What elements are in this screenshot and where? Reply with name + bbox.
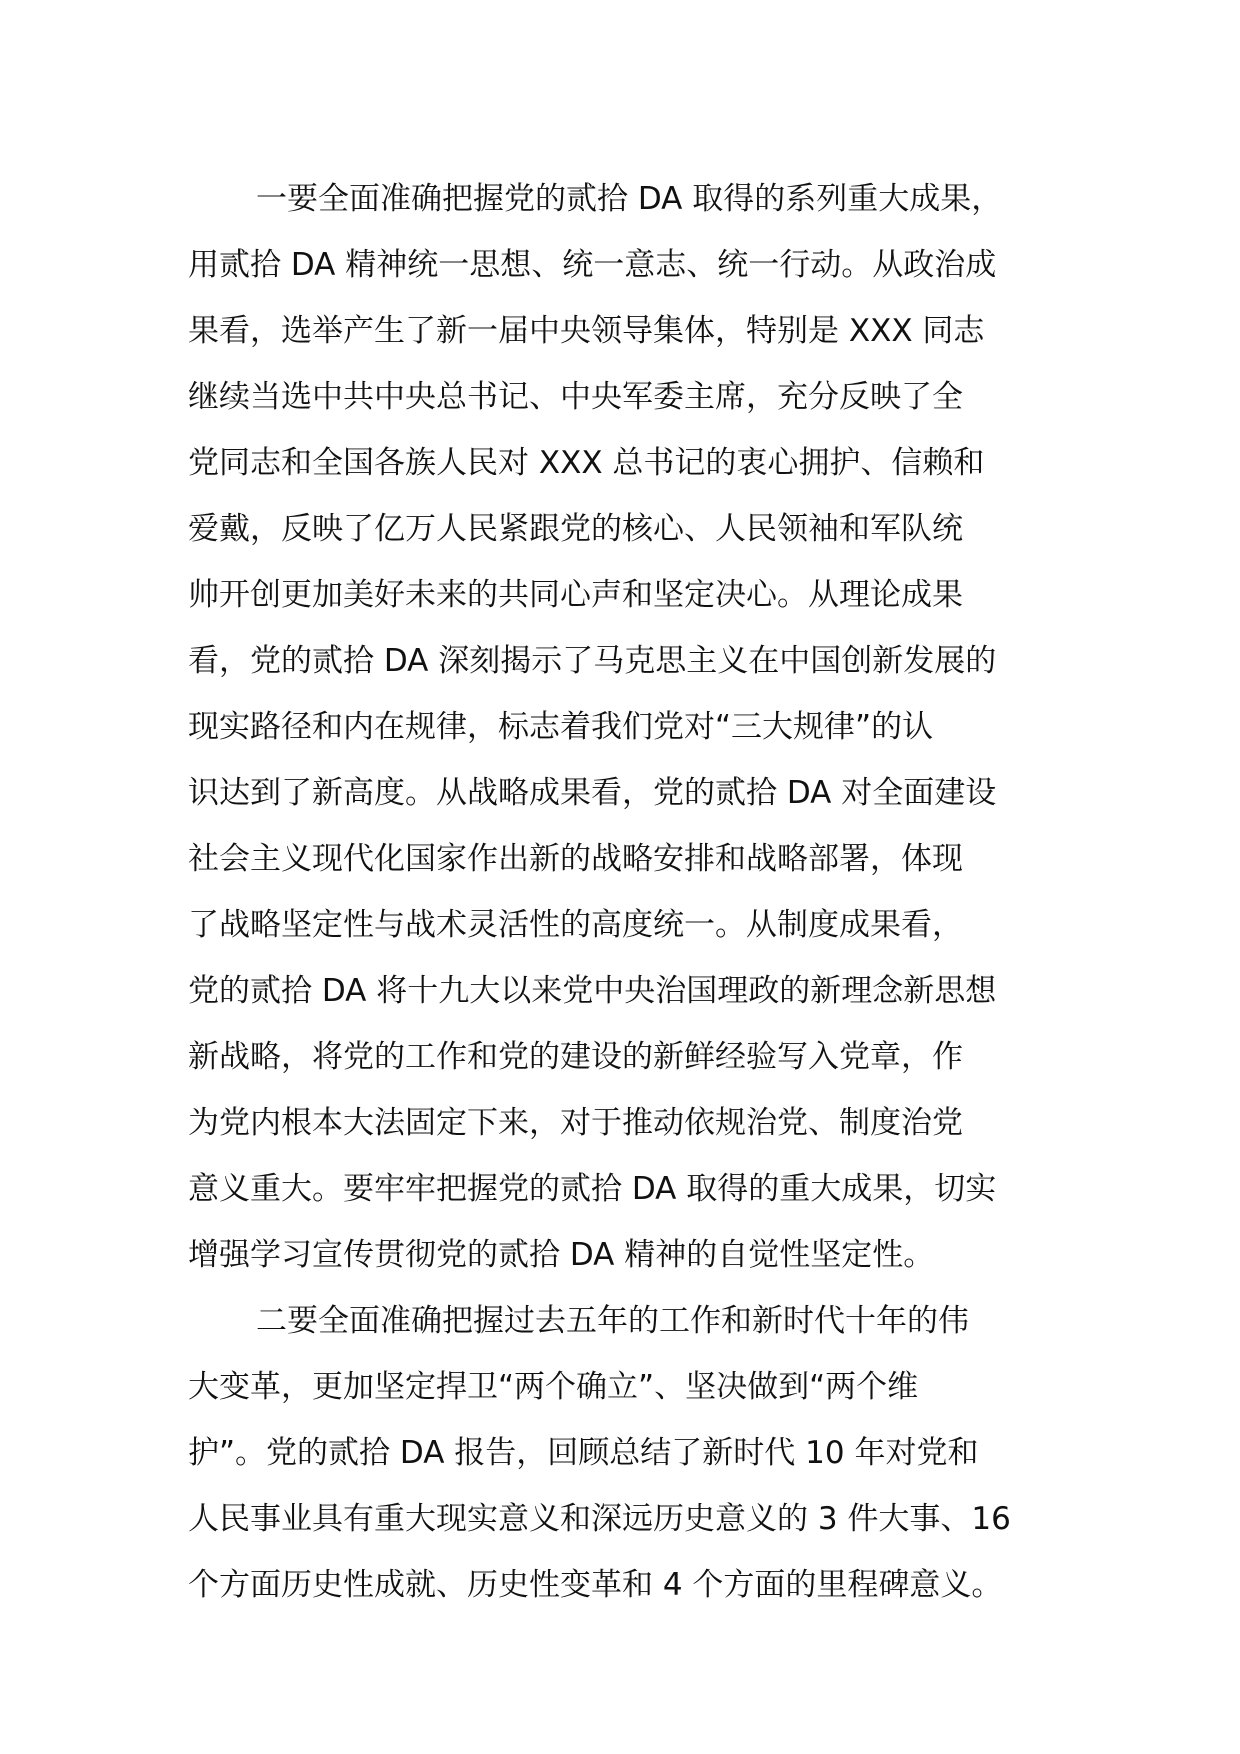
text-line: 大变革，更加坚定捍卫“两个确立”、坚决做到“两个维 (188, 1369, 919, 1405)
text-line: 人民事业具有重大现实意义和深远历史意义的 3 件大事、16 (188, 1501, 1011, 1537)
text-line: 为党内根本大法固定下来，对于推动依规治党、制度治党 (188, 1105, 963, 1141)
text-line: 爱戴，反映了亿万人民紧跟党的核心、人民领袖和军队统 (188, 511, 963, 547)
text-line: 一要全面准确把握党的贰拾 DA 取得的系列重大成果， (256, 181, 1003, 217)
text-line: 识达到了新高度。从战略成果看，党的贰拾 DA 对全面建设 (188, 775, 997, 811)
text-line: 继续当选中共中央总书记、中央军委主席，充分反映了全 (188, 379, 963, 415)
text-line: 用贰拾 DA 精神统一思想、统一意志、统一行动。从政治成 (188, 247, 997, 283)
text-line: 帅开创更加美好未来的共同心声和坚定决心。从理论成果 (188, 577, 963, 613)
document-body (188, 166, 1060, 1618)
text-line: 增强学习宣传贯彻党的贰拾 DA 精神的自觉性坚定性。 (188, 1237, 935, 1273)
text-line: 现实路径和内在规律，标志着我们党对“三大规律”的认 (188, 709, 934, 745)
text-line: 新战略，将党的工作和党的建设的新鲜经验写入党章，作 (188, 1039, 963, 1075)
text-line: 了战略坚定性与战术灵活性的高度统一。从制度成果看， (188, 907, 963, 943)
text-line: 个方面历史性成就、历史性变革和 4 个方面的里程碑意义。 (188, 1567, 1003, 1603)
text-line: 党同志和全国各族人民对 XXX 总书记的衷心拥护、信赖和 (188, 445, 985, 481)
text-line: 社会主义现代化国家作出新的战略安排和战略部署，体现 (188, 841, 963, 877)
text-line: 护”。党的贰拾 DA 报告，回顾总结了新时代 10 年对党和 (188, 1435, 979, 1471)
paragraph-2 (188, 1288, 1060, 1618)
text-line: 看，党的贰拾 DA 深刻揭示了马克思主义在中国创新发展的 (188, 643, 997, 679)
text-line: 党的贰拾 DA 将十九大以来党中央治国理政的新理念新思想 (188, 973, 997, 1009)
text-line: 果看，选举产生了新一届中央领导集体，特别是 XXX 同志 (188, 313, 985, 349)
paragraph-1 (188, 166, 1060, 1288)
text-line: 二要全面准确把握过去五年的工作和新时代十年的伟 (256, 1303, 969, 1339)
text-line: 意义重大。要牢牢把握党的贰拾 DA 取得的重大成果，切实 (188, 1171, 997, 1207)
